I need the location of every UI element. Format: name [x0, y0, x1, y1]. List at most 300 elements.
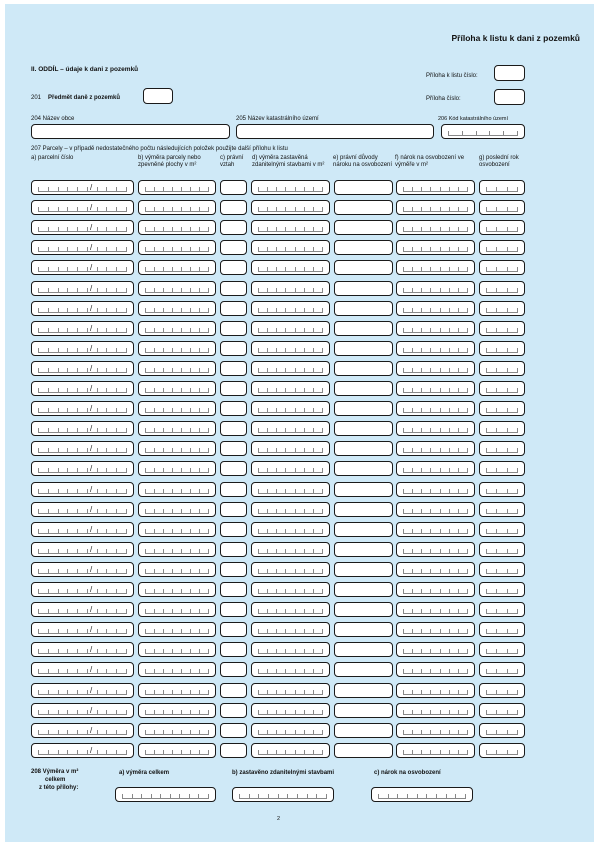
row-22-col-b-field[interactable]: [138, 602, 216, 617]
row-10-col-a-field[interactable]: [31, 361, 134, 376]
row-23-col-b-field[interactable]: [138, 622, 216, 637]
row-20-col-a-field[interactable]: [31, 562, 134, 577]
row-2-col-g-field[interactable]: [479, 200, 525, 215]
row-17-col-g-field[interactable]: [479, 502, 525, 517]
row-25-col-b-field[interactable]: [138, 662, 216, 677]
row-17-col-c-field[interactable]: [220, 502, 247, 517]
digit-ticks: [403, 629, 468, 634]
row-21-col-g-field[interactable]: [479, 582, 525, 597]
row-28-col-e-field[interactable]: [334, 723, 393, 738]
column-label: nárok na osvobození ve výměře v m²: [395, 155, 465, 168]
row-22-col-e-field[interactable]: [334, 602, 393, 617]
row-19-col-b-field[interactable]: [138, 542, 216, 557]
column-letter: f): [395, 155, 399, 161]
row-5-col-d-field[interactable]: [251, 260, 330, 275]
row-20-col-g-field[interactable]: [479, 562, 525, 577]
digit-ticks: [258, 388, 323, 393]
column-label: poslední rok osvobození: [479, 155, 519, 168]
column-letter: a): [31, 155, 37, 161]
row-16-col-c-field[interactable]: [220, 482, 247, 497]
row-11-col-b-field[interactable]: [138, 381, 216, 396]
row-20-col-f-field[interactable]: [396, 562, 475, 577]
row-8-col-a-field[interactable]: [31, 321, 134, 336]
row-7-col-b-field[interactable]: [138, 301, 216, 316]
row-3-col-g-field[interactable]: [479, 220, 525, 235]
row-12-col-c-field[interactable]: [220, 401, 247, 416]
digit-ticks: [239, 794, 327, 799]
row-4-col-b-field[interactable]: [138, 240, 216, 255]
row-25-col-c-field[interactable]: [220, 662, 247, 677]
row-2-col-e-field[interactable]: [334, 200, 393, 215]
row-15-col-e-field[interactable]: [334, 461, 393, 476]
row-26-col-d-field[interactable]: [251, 683, 330, 698]
digit-ticks: [486, 207, 518, 212]
row-4-col-e-field[interactable]: [334, 240, 393, 255]
digit-ticks: [448, 131, 518, 136]
digit-ticks: [145, 448, 209, 453]
row-24-col-d-field[interactable]: [251, 642, 330, 657]
row-4-col-g-field[interactable]: [479, 240, 525, 255]
digit-ticks: [38, 730, 127, 735]
digit-ticks: [486, 348, 518, 353]
row-14-col-b-field[interactable]: [138, 441, 216, 456]
row-18-col-d-field[interactable]: [251, 522, 330, 537]
digit-ticks: [403, 267, 468, 272]
digit-ticks: [403, 247, 468, 252]
row-27-col-f-field[interactable]: [396, 703, 475, 718]
row-3-col-f-field[interactable]: [396, 220, 475, 235]
row-27-col-c-field[interactable]: [220, 703, 247, 718]
row-15-col-c-field[interactable]: [220, 461, 247, 476]
row-12-col-g-field[interactable]: [479, 401, 525, 416]
row-3-col-e-field[interactable]: [334, 220, 393, 235]
row-8-col-c-field[interactable]: [220, 321, 247, 336]
row-25-col-d-field[interactable]: [251, 662, 330, 677]
row-19-col-g-field[interactable]: [479, 542, 525, 557]
row-22-col-f-field[interactable]: [396, 602, 475, 617]
row-2-col-c-field[interactable]: [220, 200, 247, 215]
built-area-label: b) zastavěno zdanitelnými stavbami: [232, 770, 335, 776]
digit-ticks: [145, 669, 209, 674]
row-28-col-g-field[interactable]: [479, 723, 525, 738]
digit-ticks: [403, 569, 468, 574]
row-21-col-a-field[interactable]: [31, 582, 134, 597]
row-10-col-f-field[interactable]: [396, 361, 475, 376]
digit-ticks: [258, 629, 323, 634]
digit-ticks: [258, 328, 323, 333]
row-18-col-c-field[interactable]: [220, 522, 247, 537]
field-204-label: 204 Název obce: [31, 116, 75, 122]
row-22-col-g-field[interactable]: [479, 602, 525, 617]
municipality-name-input[interactable]: [31, 124, 230, 139]
digit-ticks: [403, 549, 468, 554]
row-16-col-f-field[interactable]: [396, 482, 475, 497]
row-20-col-d-field[interactable]: [251, 562, 330, 577]
row-14-col-a-field[interactable]: [31, 441, 134, 456]
digit-ticks: [38, 629, 127, 634]
row-29-col-b-field[interactable]: [138, 743, 216, 758]
row-28-col-a-field[interactable]: [31, 723, 134, 738]
row-27-col-e-field[interactable]: [334, 703, 393, 718]
row-6-col-g-field[interactable]: [479, 281, 525, 296]
row-11-col-f-field[interactable]: [396, 381, 475, 396]
column-label: výměra parcely nebo zpevněné plochy v m²: [138, 155, 201, 168]
digit-ticks: [145, 267, 209, 272]
built-area-input[interactable]: [232, 787, 334, 802]
digit-ticks: [258, 509, 323, 514]
row-9-col-b-field[interactable]: [138, 341, 216, 356]
digit-ticks: [38, 247, 127, 252]
row-6-col-e-field[interactable]: [334, 281, 393, 296]
row-17-col-b-field[interactable]: [138, 502, 216, 517]
row-3-col-a-field[interactable]: [31, 220, 134, 235]
field-208-label-2: celkem: [45, 777, 66, 783]
row-1-col-e-field[interactable]: [334, 180, 393, 195]
digit-ticks: [38, 569, 127, 574]
row-13-col-c-field[interactable]: [220, 421, 247, 436]
row-6-col-d-field[interactable]: [251, 281, 330, 296]
row-5-col-g-field[interactable]: [479, 260, 525, 275]
digit-ticks: [258, 288, 323, 293]
digit-ticks: [145, 308, 209, 313]
row-25-col-g-field[interactable]: [479, 662, 525, 677]
row-6-col-c-field[interactable]: [220, 281, 247, 296]
row-2-col-f-field[interactable]: [396, 200, 475, 215]
digit-ticks: [145, 489, 209, 494]
row-21-col-e-field[interactable]: [334, 582, 393, 597]
digit-ticks: [145, 529, 209, 534]
parcel-number-separator: /: [90, 203, 93, 212]
row-4-col-d-field[interactable]: [251, 240, 330, 255]
row-17-col-a-field[interactable]: [31, 502, 134, 517]
digit-ticks: [258, 710, 323, 715]
digit-ticks: [403, 710, 468, 715]
row-16-col-g-field[interactable]: [479, 482, 525, 497]
row-23-col-c-field[interactable]: [220, 622, 247, 637]
row-1-col-a-field[interactable]: [31, 180, 134, 195]
row-14-col-c-field[interactable]: [220, 441, 247, 456]
digit-ticks: [38, 227, 127, 232]
row-20-col-b-field[interactable]: [138, 562, 216, 577]
row-18-col-e-field[interactable]: [334, 522, 393, 537]
row-12-col-f-field[interactable]: [396, 401, 475, 416]
parcel-number-separator: /: [90, 525, 93, 534]
row-13-col-a-field[interactable]: [31, 421, 134, 436]
row-19-col-c-field[interactable]: [220, 542, 247, 557]
row-7-col-d-field[interactable]: [251, 301, 330, 316]
column-label: výměra zastavěná zdanitelnými stavbami v m²: [252, 155, 325, 168]
row-9-col-g-field[interactable]: [479, 341, 525, 356]
row-16-col-d-field[interactable]: [251, 482, 330, 497]
digit-ticks: [258, 207, 323, 212]
row-15-col-f-field[interactable]: [396, 461, 475, 476]
row-27-col-d-field[interactable]: [251, 703, 330, 718]
row-16-col-b-field[interactable]: [138, 482, 216, 497]
row-29-col-a-field[interactable]: [31, 743, 134, 758]
row-6-col-f-field[interactable]: [396, 281, 475, 296]
row-21-col-d-field[interactable]: [251, 582, 330, 597]
row-15-col-g-field[interactable]: [479, 461, 525, 476]
row-24-col-f-field[interactable]: [396, 642, 475, 657]
row-12-col-a-field[interactable]: [31, 401, 134, 416]
digit-ticks: [403, 187, 468, 192]
digit-ticks: [145, 750, 209, 755]
row-21-col-b-field[interactable]: [138, 582, 216, 597]
digit-ticks: [378, 794, 466, 799]
row-9-col-a-field[interactable]: [31, 341, 134, 356]
column-f-header: [395, 155, 477, 169]
digit-ticks: [486, 730, 518, 735]
row-26-col-f-field[interactable]: [396, 683, 475, 698]
row-12-col-b-field[interactable]: [138, 401, 216, 416]
row-25-col-a-field[interactable]: [31, 662, 134, 677]
row-15-col-d-field[interactable]: [251, 461, 330, 476]
digit-ticks: [403, 489, 468, 494]
parcel-number-separator: /: [90, 585, 93, 594]
digit-ticks: [486, 308, 518, 313]
row-6-col-b-field[interactable]: [138, 281, 216, 296]
row-3-col-d-field[interactable]: [251, 220, 330, 235]
row-21-col-f-field[interactable]: [396, 582, 475, 597]
field-201-input[interactable]: [143, 88, 173, 104]
column-e-header: [333, 155, 395, 169]
row-26-col-e-field[interactable]: [334, 683, 393, 698]
row-8-col-b-field[interactable]: [138, 321, 216, 336]
parcel-number-separator: /: [90, 625, 93, 634]
row-20-col-e-field[interactable]: [334, 562, 393, 577]
digit-ticks: [145, 730, 209, 735]
row-23-col-e-field[interactable]: [334, 622, 393, 637]
row-25-col-f-field[interactable]: [396, 662, 475, 677]
row-5-col-c-field[interactable]: [220, 260, 247, 275]
row-3-col-c-field[interactable]: [220, 220, 247, 235]
digit-ticks: [486, 267, 518, 272]
row-14-col-f-field[interactable]: [396, 441, 475, 456]
row-7-col-g-field[interactable]: [479, 301, 525, 316]
row-8-col-e-field[interactable]: [334, 321, 393, 336]
row-27-col-g-field[interactable]: [479, 703, 525, 718]
digit-ticks: [486, 649, 518, 654]
digit-ticks: [145, 569, 209, 574]
row-5-col-f-field[interactable]: [396, 260, 475, 275]
digit-ticks: [403, 730, 468, 735]
row-1-col-f-field[interactable]: [396, 180, 475, 195]
row-28-col-d-field[interactable]: [251, 723, 330, 738]
row-22-col-c-field[interactable]: [220, 602, 247, 617]
digit-ticks: [145, 549, 209, 554]
row-1-col-g-field[interactable]: [479, 180, 525, 195]
row-15-col-a-field[interactable]: [31, 461, 134, 476]
row-14-col-g-field[interactable]: [479, 441, 525, 456]
row-28-col-c-field[interactable]: [220, 723, 247, 738]
digit-ticks: [403, 649, 468, 654]
row-24-col-b-field[interactable]: [138, 642, 216, 657]
column-label: parcelní číslo: [38, 155, 74, 161]
row-22-col-d-field[interactable]: [251, 602, 330, 617]
digit-ticks: [258, 468, 323, 473]
row-18-col-f-field[interactable]: [396, 522, 475, 537]
row-15-col-b-field[interactable]: [138, 461, 216, 476]
row-9-col-d-field[interactable]: [251, 341, 330, 356]
row-23-col-d-field[interactable]: [251, 622, 330, 637]
row-2-col-b-field[interactable]: [138, 200, 216, 215]
cadastral-area-code-input[interactable]: [441, 124, 525, 139]
parcel-number-separator: /: [90, 304, 93, 313]
row-5-col-a-field[interactable]: [31, 260, 134, 275]
row-5-col-e-field[interactable]: [334, 260, 393, 275]
row-9-col-e-field[interactable]: [334, 341, 393, 356]
row-29-col-d-field[interactable]: [251, 743, 330, 758]
row-24-col-c-field[interactable]: [220, 642, 247, 657]
row-19-col-a-field[interactable]: [31, 542, 134, 557]
row-10-col-c-field[interactable]: [220, 361, 247, 376]
digit-ticks: [258, 227, 323, 232]
row-9-col-f-field[interactable]: [396, 341, 475, 356]
row-17-col-d-field[interactable]: [251, 502, 330, 517]
row-11-col-d-field[interactable]: [251, 381, 330, 396]
digit-ticks: [38, 489, 127, 494]
row-1-col-b-field[interactable]: [138, 180, 216, 195]
form-title: Příloha k listu k dani z pozemků: [451, 33, 580, 43]
row-29-col-f-field[interactable]: [396, 743, 475, 758]
row-8-col-g-field[interactable]: [479, 321, 525, 336]
digit-ticks: [145, 589, 209, 594]
row-24-col-a-field[interactable]: [31, 642, 134, 657]
row-25-col-e-field[interactable]: [334, 662, 393, 677]
row-5-col-b-field[interactable]: [138, 260, 216, 275]
parcel-number-separator: /: [90, 404, 93, 413]
row-13-col-d-field[interactable]: [251, 421, 330, 436]
row-29-col-c-field[interactable]: [220, 743, 247, 758]
row-28-col-f-field[interactable]: [396, 723, 475, 738]
row-3-col-b-field[interactable]: [138, 220, 216, 235]
row-12-col-d-field[interactable]: [251, 401, 330, 416]
row-24-col-e-field[interactable]: [334, 642, 393, 657]
row-2-col-a-field[interactable]: [31, 200, 134, 215]
row-18-col-b-field[interactable]: [138, 522, 216, 537]
digit-ticks: [258, 308, 323, 313]
row-21-col-c-field[interactable]: [220, 582, 247, 597]
digit-ticks: [403, 408, 468, 413]
digit-ticks: [38, 448, 127, 453]
row-12-col-e-field[interactable]: [334, 401, 393, 416]
row-10-col-b-field[interactable]: [138, 361, 216, 376]
parcel-number-separator: /: [90, 384, 93, 393]
row-4-col-c-field[interactable]: [220, 240, 247, 255]
digit-ticks: [486, 569, 518, 574]
digit-ticks: [145, 509, 209, 514]
row-17-col-f-field[interactable]: [396, 502, 475, 517]
row-13-col-e-field[interactable]: [334, 421, 393, 436]
row-7-col-e-field[interactable]: [334, 301, 393, 316]
attachment-to-sheet-label: Příloha k listu číslo:: [426, 73, 478, 79]
digit-ticks: [486, 750, 518, 755]
row-28-col-b-field[interactable]: [138, 723, 216, 738]
row-11-col-e-field[interactable]: [334, 381, 393, 396]
row-11-col-a-field[interactable]: [31, 381, 134, 396]
row-20-col-c-field[interactable]: [220, 562, 247, 577]
row-10-col-d-field[interactable]: [251, 361, 330, 376]
row-22-col-a-field[interactable]: [31, 602, 134, 617]
row-13-col-b-field[interactable]: [138, 421, 216, 436]
row-7-col-c-field[interactable]: [220, 301, 247, 316]
row-27-col-b-field[interactable]: [138, 703, 216, 718]
row-1-col-c-field[interactable]: [220, 180, 247, 195]
row-19-col-e-field[interactable]: [334, 542, 393, 557]
digit-ticks: [145, 649, 209, 654]
digit-ticks: [486, 247, 518, 252]
row-16-col-e-field[interactable]: [334, 482, 393, 497]
row-27-col-a-field[interactable]: [31, 703, 134, 718]
attachment-to-sheet-field[interactable]: [494, 65, 525, 81]
row-4-col-f-field[interactable]: [396, 240, 475, 255]
row-18-col-g-field[interactable]: [479, 522, 525, 537]
row-23-col-g-field[interactable]: [479, 622, 525, 637]
row-26-col-a-field[interactable]: [31, 683, 134, 698]
parcel-number-separator: /: [90, 324, 93, 333]
row-10-col-e-field[interactable]: [334, 361, 393, 376]
digit-ticks: [403, 348, 468, 353]
attachment-number-field[interactable]: [494, 89, 525, 105]
digit-ticks: [258, 247, 323, 252]
total-area-input[interactable]: [115, 787, 216, 802]
row-26-col-c-field[interactable]: [220, 683, 247, 698]
row-18-col-a-field[interactable]: [31, 522, 134, 537]
row-8-col-d-field[interactable]: [251, 321, 330, 336]
parcel-number-separator: /: [90, 183, 93, 192]
digit-ticks: [38, 288, 127, 293]
row-9-col-c-field[interactable]: [220, 341, 247, 356]
row-26-col-g-field[interactable]: [479, 683, 525, 698]
row-29-col-e-field[interactable]: [334, 743, 393, 758]
row-19-col-f-field[interactable]: [396, 542, 475, 557]
row-10-col-g-field[interactable]: [479, 361, 525, 376]
row-19-col-d-field[interactable]: [251, 542, 330, 557]
row-6-col-a-field[interactable]: [31, 281, 134, 296]
row-14-col-d-field[interactable]: [251, 441, 330, 456]
digit-ticks: [145, 710, 209, 715]
parcel-number-separator: /: [90, 344, 93, 353]
row-14-col-e-field[interactable]: [334, 441, 393, 456]
row-7-col-f-field[interactable]: [396, 301, 475, 316]
row-11-col-g-field[interactable]: [479, 381, 525, 396]
row-11-col-c-field[interactable]: [220, 381, 247, 396]
row-26-col-b-field[interactable]: [138, 683, 216, 698]
row-7-col-a-field[interactable]: [31, 301, 134, 316]
exemption-total-input[interactable]: [371, 787, 473, 802]
digit-ticks: [486, 549, 518, 554]
row-24-col-g-field[interactable]: [479, 642, 525, 657]
digit-ticks: [486, 328, 518, 333]
row-13-col-f-field[interactable]: [396, 421, 475, 436]
row-1-col-d-field[interactable]: [251, 180, 330, 195]
row-16-col-a-field[interactable]: [31, 482, 134, 497]
digit-ticks: [403, 328, 468, 333]
row-17-col-e-field[interactable]: [334, 502, 393, 517]
row-29-col-g-field[interactable]: [479, 743, 525, 758]
row-4-col-a-field[interactable]: [31, 240, 134, 255]
row-2-col-d-field[interactable]: [251, 200, 330, 215]
row-23-col-a-field[interactable]: [31, 622, 134, 637]
form-page: [5, 4, 594, 842]
digit-ticks: [403, 609, 468, 614]
row-13-col-g-field[interactable]: [479, 421, 525, 436]
cadastral-area-name-input[interactable]: [236, 124, 434, 139]
row-8-col-f-field[interactable]: [396, 321, 475, 336]
field-208-label-3: z této přílohy:: [39, 785, 79, 791]
digit-ticks: [145, 629, 209, 634]
row-23-col-f-field[interactable]: [396, 622, 475, 637]
